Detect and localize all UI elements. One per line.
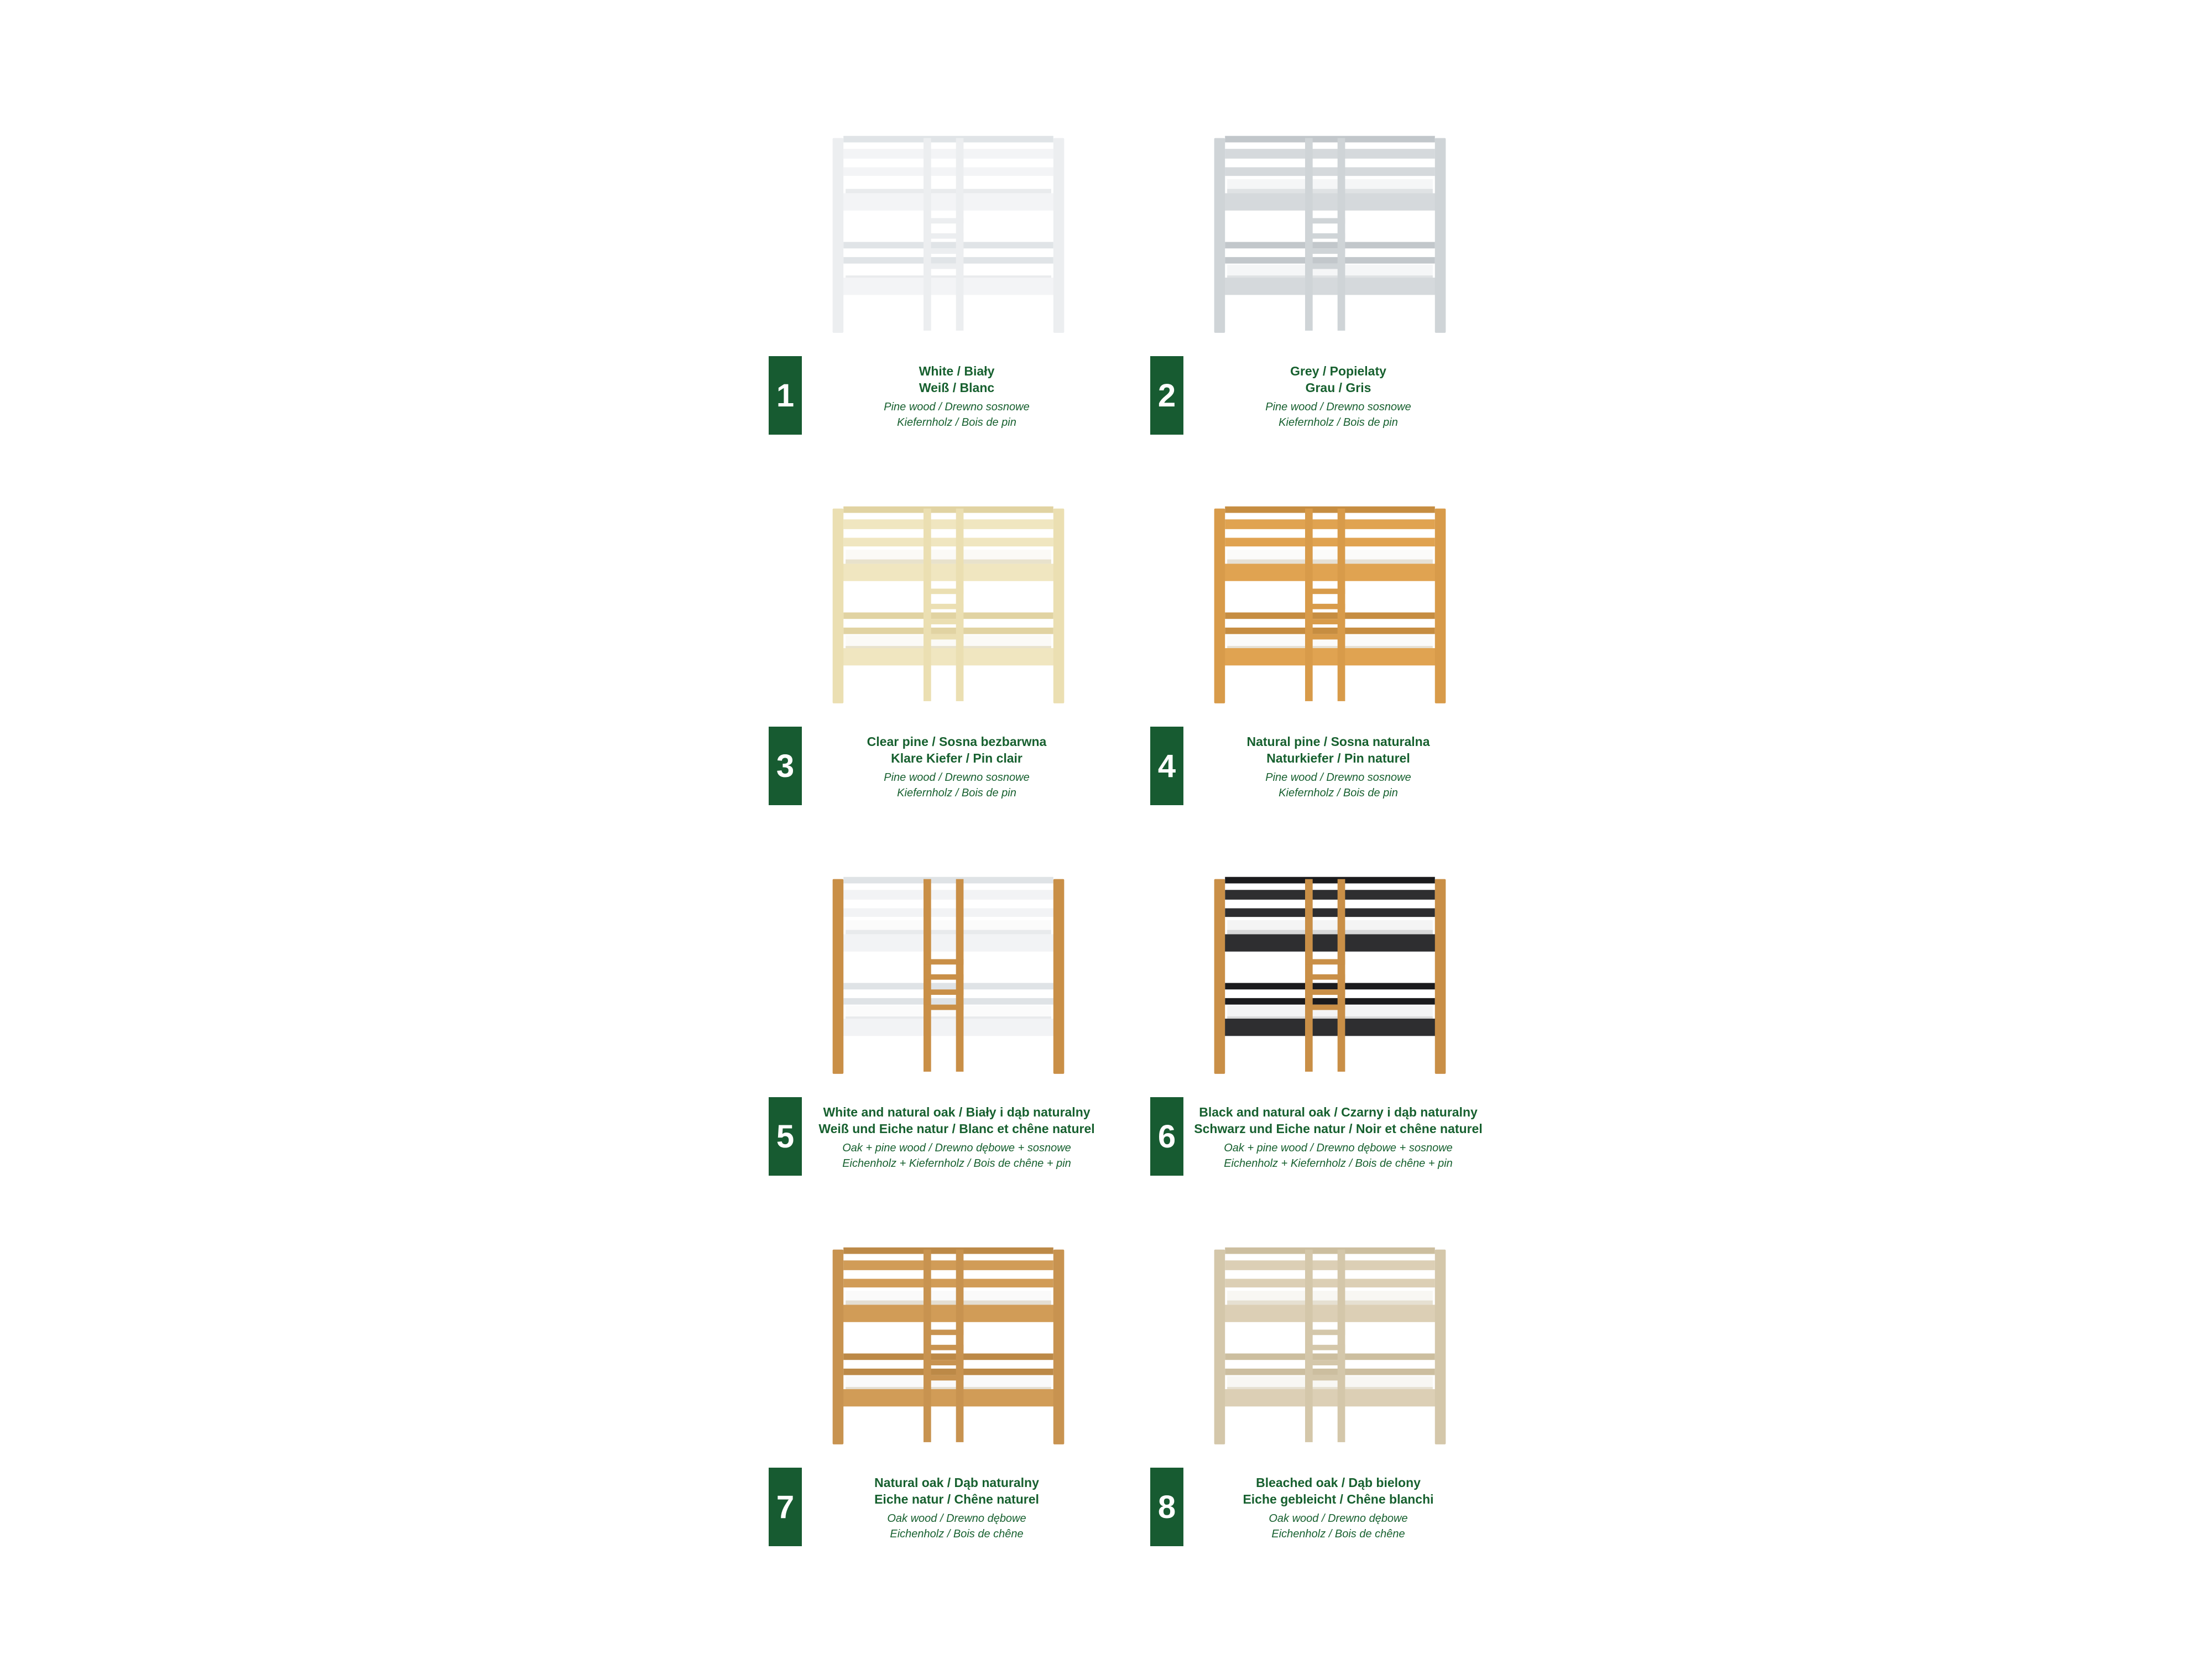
variant-name-secondary: Naturkiefer / Pin naturel xyxy=(1266,751,1410,765)
variant-name-primary: Black and natural oak / Czarny i dąb naturalny xyxy=(1199,1105,1478,1119)
ladder xyxy=(924,1250,963,1442)
variant-number: 5 xyxy=(776,1118,795,1155)
ladder xyxy=(1305,1250,1345,1442)
product-variant-card xyxy=(769,491,1112,862)
variant-name-primary: White / Biały xyxy=(919,364,995,378)
variant-material-secondary: Kiefernholz / Bois de pin xyxy=(897,416,1016,429)
variant-material-primary: Oak + pine wood / Drewno dębowe + sosnowe xyxy=(1224,1142,1453,1154)
variant-number: 6 xyxy=(1157,1118,1176,1155)
variant-number-badge xyxy=(1150,356,1183,435)
bunk-bed-image xyxy=(1150,121,1493,337)
variant-number-badge xyxy=(1150,1468,1183,1546)
variant-number-badge xyxy=(1150,727,1183,805)
variant-texts xyxy=(802,1474,1112,1546)
ladder xyxy=(924,879,963,1072)
variant-label-row xyxy=(769,727,1112,805)
variant-name-secondary: Eiche natur / Chêne naturel xyxy=(874,1492,1039,1506)
variant-name-secondary: Weiß und Eiche natur / Blanc et chêne naturel xyxy=(818,1121,1095,1136)
product-variant-card xyxy=(769,862,1112,1232)
variant-material-primary: Pine wood / Drewno sosnowe xyxy=(1265,771,1411,784)
variant-material-secondary: Kiefernholz / Bois de pin xyxy=(1279,787,1398,799)
bunk-bed-illustration xyxy=(1206,491,1454,708)
bunk-bed-image xyxy=(769,1232,1112,1449)
bunk-bed-illustration xyxy=(1206,862,1454,1078)
variant-material-primary: Oak wood / Drewno dębowe xyxy=(1269,1512,1408,1525)
product-variant-card xyxy=(1150,1232,1493,1603)
bunk-bed-illustration xyxy=(1206,1232,1454,1449)
variant-number-badge xyxy=(1150,1097,1183,1176)
variant-texts xyxy=(802,1104,1112,1176)
bunk-bed-image xyxy=(1150,862,1493,1078)
variant-material-primary: Pine wood / Drewno sosnowe xyxy=(884,401,1030,413)
ladder xyxy=(1305,138,1345,331)
variant-number-badge xyxy=(769,356,802,435)
variant-number-badge xyxy=(769,1468,802,1546)
variant-label-row xyxy=(1150,727,1493,805)
variant-name-primary: Clear pine / Sosna bezbarwna xyxy=(867,734,1047,749)
variant-material-primary: Oak wood / Drewno dębowe xyxy=(887,1512,1026,1525)
variant-name-secondary: Eiche gebleicht / Chêne blanchi xyxy=(1243,1492,1434,1506)
variant-name-secondary: Weiß / Blanc xyxy=(919,380,995,395)
variant-name-primary: Natural pine / Sosna naturalna xyxy=(1246,734,1430,749)
variant-texts xyxy=(802,363,1112,435)
variant-label-row xyxy=(1150,356,1493,435)
variant-number: 8 xyxy=(1157,1489,1176,1525)
variant-name-primary: Bleached oak / Dąb bielony xyxy=(1256,1475,1421,1490)
ladder xyxy=(924,138,963,331)
bunk-bed-illustration xyxy=(824,121,1073,337)
variant-label-row xyxy=(1150,1097,1493,1176)
variant-name-primary: Natural oak / Dąb naturalny xyxy=(874,1475,1039,1490)
ladder xyxy=(1305,879,1345,1072)
variant-number: 7 xyxy=(776,1489,795,1525)
ladder xyxy=(924,509,963,701)
bunk-bed-image xyxy=(769,121,1112,337)
variant-material-secondary: Eichenholz / Bois de chêne xyxy=(890,1528,1024,1540)
ladder xyxy=(1305,509,1345,701)
variant-material-secondary: Eichenholz / Bois de chêne xyxy=(1271,1528,1405,1540)
bunk-bed-image xyxy=(1150,491,1493,708)
bunk-bed-illustration xyxy=(824,491,1073,708)
variant-texts xyxy=(1183,363,1493,435)
variant-material-secondary: Eichenholz + Kiefernholz / Bois de chêne + pin xyxy=(842,1157,1071,1170)
variant-name-primary: White and natural oak / Biały i dąb naturalny xyxy=(823,1105,1091,1119)
variant-number-badge xyxy=(769,1097,802,1176)
variant-material-primary: Pine wood / Drewno sosnowe xyxy=(884,771,1030,784)
variant-label-row xyxy=(769,1468,1112,1546)
bunk-bed-illustration xyxy=(824,862,1073,1078)
bunk-bed-image xyxy=(769,491,1112,708)
product-variant-card xyxy=(1150,491,1493,862)
variant-texts xyxy=(1183,1104,1493,1176)
variant-label-row xyxy=(769,356,1112,435)
variant-label-row xyxy=(769,1097,1112,1176)
variant-name-secondary: Grau / Gris xyxy=(1305,380,1371,395)
variant-number-badge xyxy=(769,727,802,805)
product-variant-card xyxy=(1150,862,1493,1232)
bunk-bed-illustration xyxy=(824,1232,1073,1449)
variant-texts xyxy=(802,733,1112,805)
bunk-bed-image xyxy=(1150,1232,1493,1449)
variant-material-primary: Pine wood / Drewno sosnowe xyxy=(1265,401,1411,413)
variant-texts xyxy=(1183,1474,1493,1546)
product-variant-card xyxy=(1150,121,1493,491)
variant-number: 4 xyxy=(1157,748,1176,784)
variant-name-secondary: Klare Kiefer / Pin clair xyxy=(891,751,1022,765)
variant-name-secondary: Schwarz und Eiche natur / Noir et chêne naturel xyxy=(1194,1121,1483,1136)
variant-material-primary: Oak + pine wood / Drewno dębowe + sosnowe xyxy=(842,1142,1071,1154)
product-variant-card xyxy=(769,1232,1112,1603)
variant-number: 2 xyxy=(1157,377,1176,414)
variant-material-secondary: Kiefernholz / Bois de pin xyxy=(897,787,1016,799)
variant-name-primary: Grey / Popielaty xyxy=(1290,364,1386,378)
product-variant-card xyxy=(769,121,1112,491)
variant-material-secondary: Eichenholz + Kiefernholz / Bois de chêne + pin xyxy=(1224,1157,1453,1170)
variant-texts xyxy=(1183,733,1493,805)
variant-number: 3 xyxy=(776,748,795,784)
bunk-bed-illustration xyxy=(1206,121,1454,337)
bunk-bed-image xyxy=(769,862,1112,1078)
variant-grid xyxy=(769,121,1493,1603)
variant-label-row xyxy=(1150,1468,1493,1546)
variant-number: 1 xyxy=(776,377,795,414)
variant-material-secondary: Kiefernholz / Bois de pin xyxy=(1279,416,1398,429)
